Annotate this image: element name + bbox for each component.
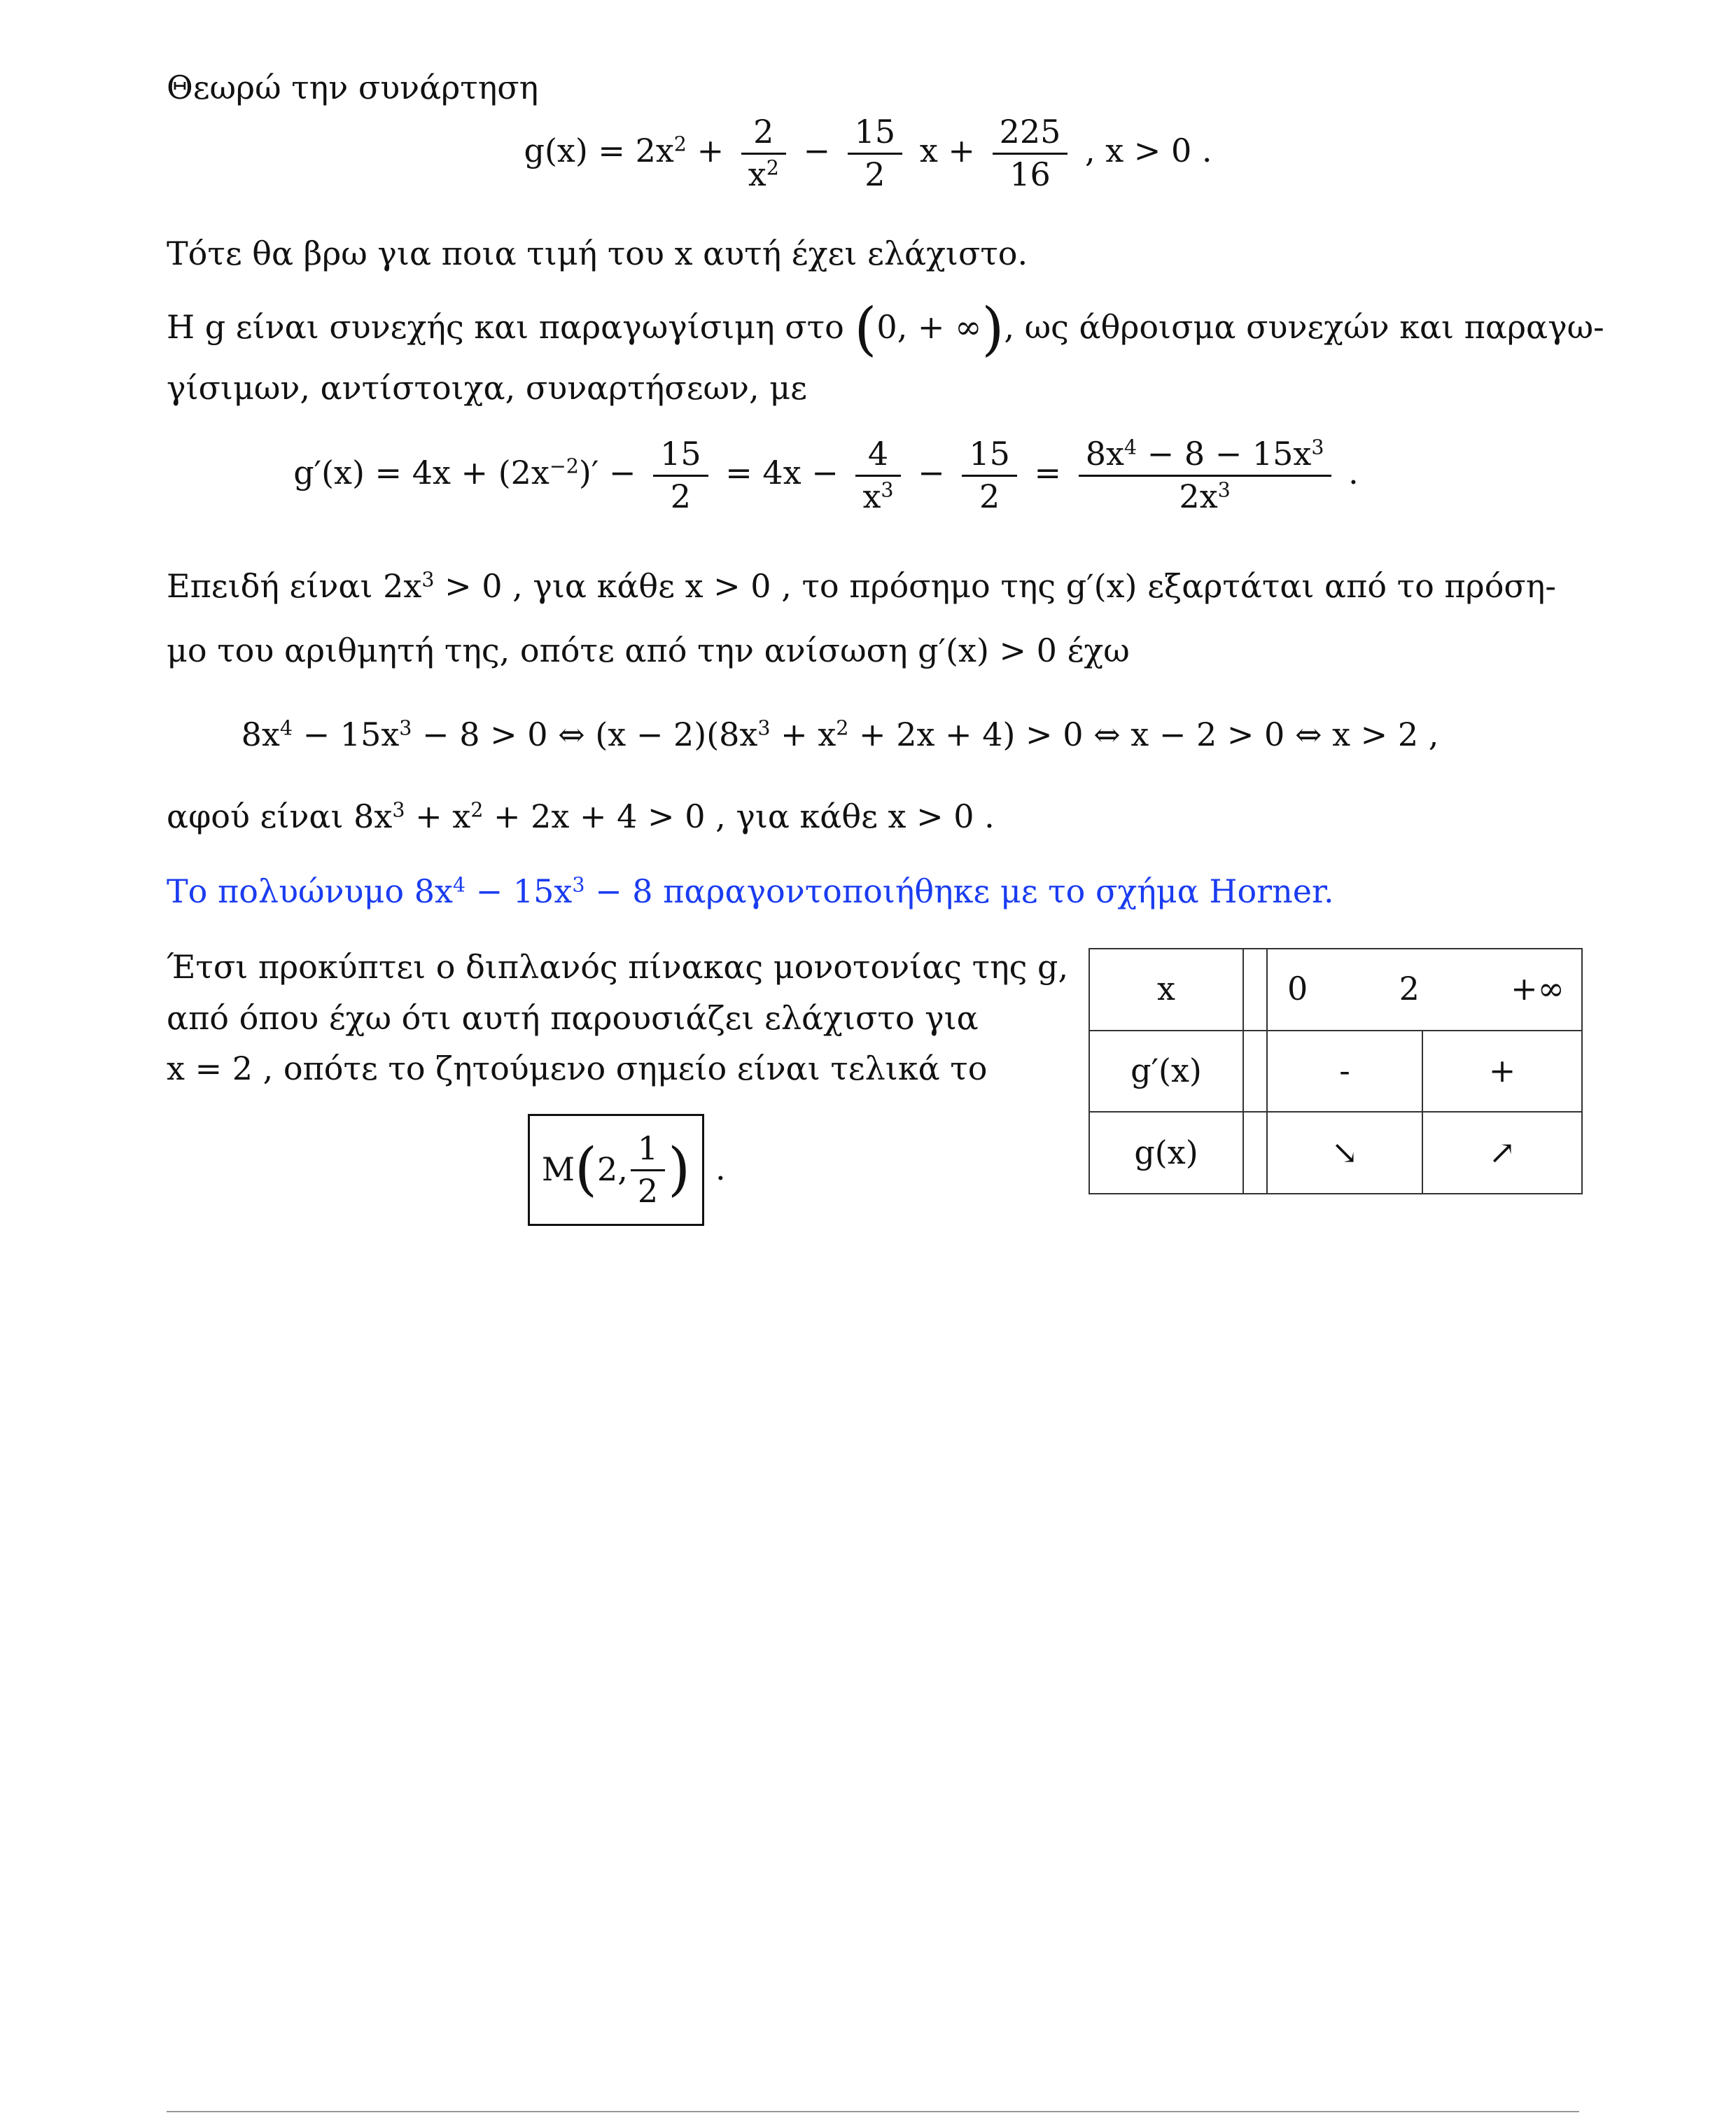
eq-text: − (803, 132, 831, 169)
exponent: 2 (836, 716, 849, 740)
label-derivative: g′(x) (1089, 1031, 1243, 1113)
text: , ως άθροισμα συνεχών και παραγω- (1004, 308, 1604, 346)
conclusion-text-1: Έτσι προκύπτει ο διπλανός πίνακας μονοτονίας της g, (167, 948, 1069, 986)
separator (1243, 949, 1267, 1031)
table-row (1089, 949, 1582, 1031)
value-2: 2 (1399, 970, 1420, 1008)
eq-text: + x (770, 716, 836, 753)
eq-text: , x > 0 . (1085, 132, 1212, 169)
exponent: 2 (470, 798, 484, 822)
separator (1243, 1031, 1267, 1113)
fraction (653, 434, 708, 517)
numerator: − 8 − 15x (1137, 435, 1312, 473)
text: + x (405, 797, 471, 835)
derivative-equation (0, 434, 1694, 517)
horner-note (167, 871, 1334, 913)
exponent: −2 (549, 454, 579, 478)
numerator: 15 (653, 434, 708, 477)
eq-text: = (1034, 454, 1062, 491)
fraction (631, 1129, 665, 1211)
exponent: 4 (1124, 435, 1138, 459)
exponent: 3 (399, 716, 412, 740)
eq-text: . (1348, 454, 1359, 491)
exponent: 3 (421, 568, 435, 592)
exponent: 4 (279, 716, 293, 740)
denominator: x (862, 477, 881, 515)
text: + 2x + 4 > 0 , για κάθε x > 0 . (483, 797, 995, 835)
fraction (993, 112, 1068, 195)
exponent: 2 (766, 155, 779, 179)
decreasing-arrow-icon: ↘ (1267, 1112, 1422, 1194)
exponent: 3 (392, 798, 405, 822)
denominator: 2 (979, 477, 1000, 515)
eq-text: 8x (241, 716, 280, 753)
table-row (1089, 1031, 1582, 1113)
exponent: 3 (757, 716, 771, 740)
eq-text: )′ − (578, 454, 636, 491)
paren: ( (574, 1136, 597, 1203)
intro-text: Θεωρώ την συνάρτηση (167, 69, 539, 106)
continuity-text-cont: γίσιμων, αντίστοιχα, συναρτήσεων, με (167, 369, 807, 407)
denominator: 2x (1179, 477, 1218, 515)
numerator: 15 (848, 112, 903, 155)
conclusion-text-2: από όπου έχω ότι αυτή παρουσιάζει ελάχιστο για (167, 999, 979, 1037)
sign-left: - (1267, 1031, 1422, 1113)
answer-box (528, 1114, 704, 1226)
conclusion-text-3: x = 2 , οπότε το ζητούμενο σημείο είναι τελικά το (167, 1049, 988, 1087)
numerator: 15 (962, 434, 1017, 477)
eq-text: = 4x − (725, 454, 839, 491)
text: > 0 , για κάθε x > 0 , το πρόσημο της g′(x) εξαρτάται από το πρόση- (434, 567, 1556, 605)
eq-text: x + (919, 132, 975, 169)
eq-text: − 15x (293, 716, 400, 753)
text: Επειδή είναι 2x (167, 567, 422, 605)
eq-text: g′(x) = 4x + (2x (293, 454, 550, 491)
denominator: 2 (864, 155, 886, 193)
sign-text-cont: μο του αριθμητή της, οπότε από την ανίσωση g′(x) > 0 έχω (167, 632, 1130, 669)
footer-rule (167, 2111, 1579, 2112)
denominator: 2 (670, 477, 691, 515)
text: − 15x (465, 872, 573, 910)
eq-text: − 8 > 0 ⇔ (x − 2)(8x (412, 716, 758, 753)
fraction (1079, 434, 1331, 517)
function-definition (0, 112, 1736, 195)
fraction (741, 112, 786, 195)
eq-text: + 2x + 4) > 0 ⇔ x − 2 > 0 ⇔ x > 2 , (848, 716, 1439, 753)
inequality-equation (0, 714, 1708, 756)
value-0: 0 (1287, 970, 1308, 1008)
fraction (855, 434, 900, 517)
exponent: 3 (1217, 477, 1231, 501)
denominator: 16 (1009, 155, 1051, 193)
label-function: g(x) (1089, 1112, 1243, 1194)
exponent: 3 (1311, 435, 1324, 459)
paren: ( (854, 296, 877, 363)
header-values (1267, 949, 1582, 1031)
numerator: 1 (631, 1129, 665, 1171)
eq-text: + (696, 132, 724, 169)
exponent: 3 (572, 873, 585, 897)
text: Η g είναι συνεχής και παραγωγίσιμη στο (167, 308, 844, 346)
text: Το πολυώνυμο 8x (167, 872, 453, 910)
value-inf: +∞ (1511, 970, 1564, 1008)
fraction (848, 112, 903, 195)
answer-period: . (715, 1150, 726, 1187)
numerator: 2 (741, 112, 786, 155)
separator (1243, 1112, 1267, 1194)
monotonicity-table (1088, 948, 1583, 1194)
coordinate: 2, (596, 1150, 628, 1189)
eq-text: − (918, 454, 945, 491)
exponent: 3 (881, 477, 894, 501)
exponent: 2 (673, 132, 687, 156)
numerator: 8x (1085, 435, 1124, 473)
header-x: x (1089, 949, 1243, 1031)
positivity-text (167, 796, 995, 838)
point-name: M (541, 1150, 575, 1189)
table-row (1089, 1112, 1582, 1194)
paren: ) (668, 1136, 691, 1203)
continuity-text (167, 296, 1604, 363)
text: αφού είναι 8x (167, 797, 393, 835)
sign-right: + (1422, 1031, 1582, 1113)
eq-text: g(x) = 2x (524, 132, 674, 169)
numerator: 225 (993, 112, 1068, 155)
denominator: 2 (637, 1171, 659, 1210)
interval: 0, + ∞ (876, 308, 982, 346)
denominator: x (748, 155, 766, 193)
exponent: 4 (452, 873, 466, 897)
text: − 8 παραγοντοποιήθηκε με το σχήμα Horner. (584, 872, 1334, 910)
numerator: 4 (855, 434, 900, 477)
paren: ) (981, 296, 1004, 363)
fraction (962, 434, 1017, 517)
question-text: Τότε θα βρω για ποια τιμή του x αυτή έχει ελάχιστο. (167, 235, 1028, 272)
sign-text (167, 566, 1556, 608)
increasing-arrow-icon: ↗ (1422, 1112, 1582, 1194)
